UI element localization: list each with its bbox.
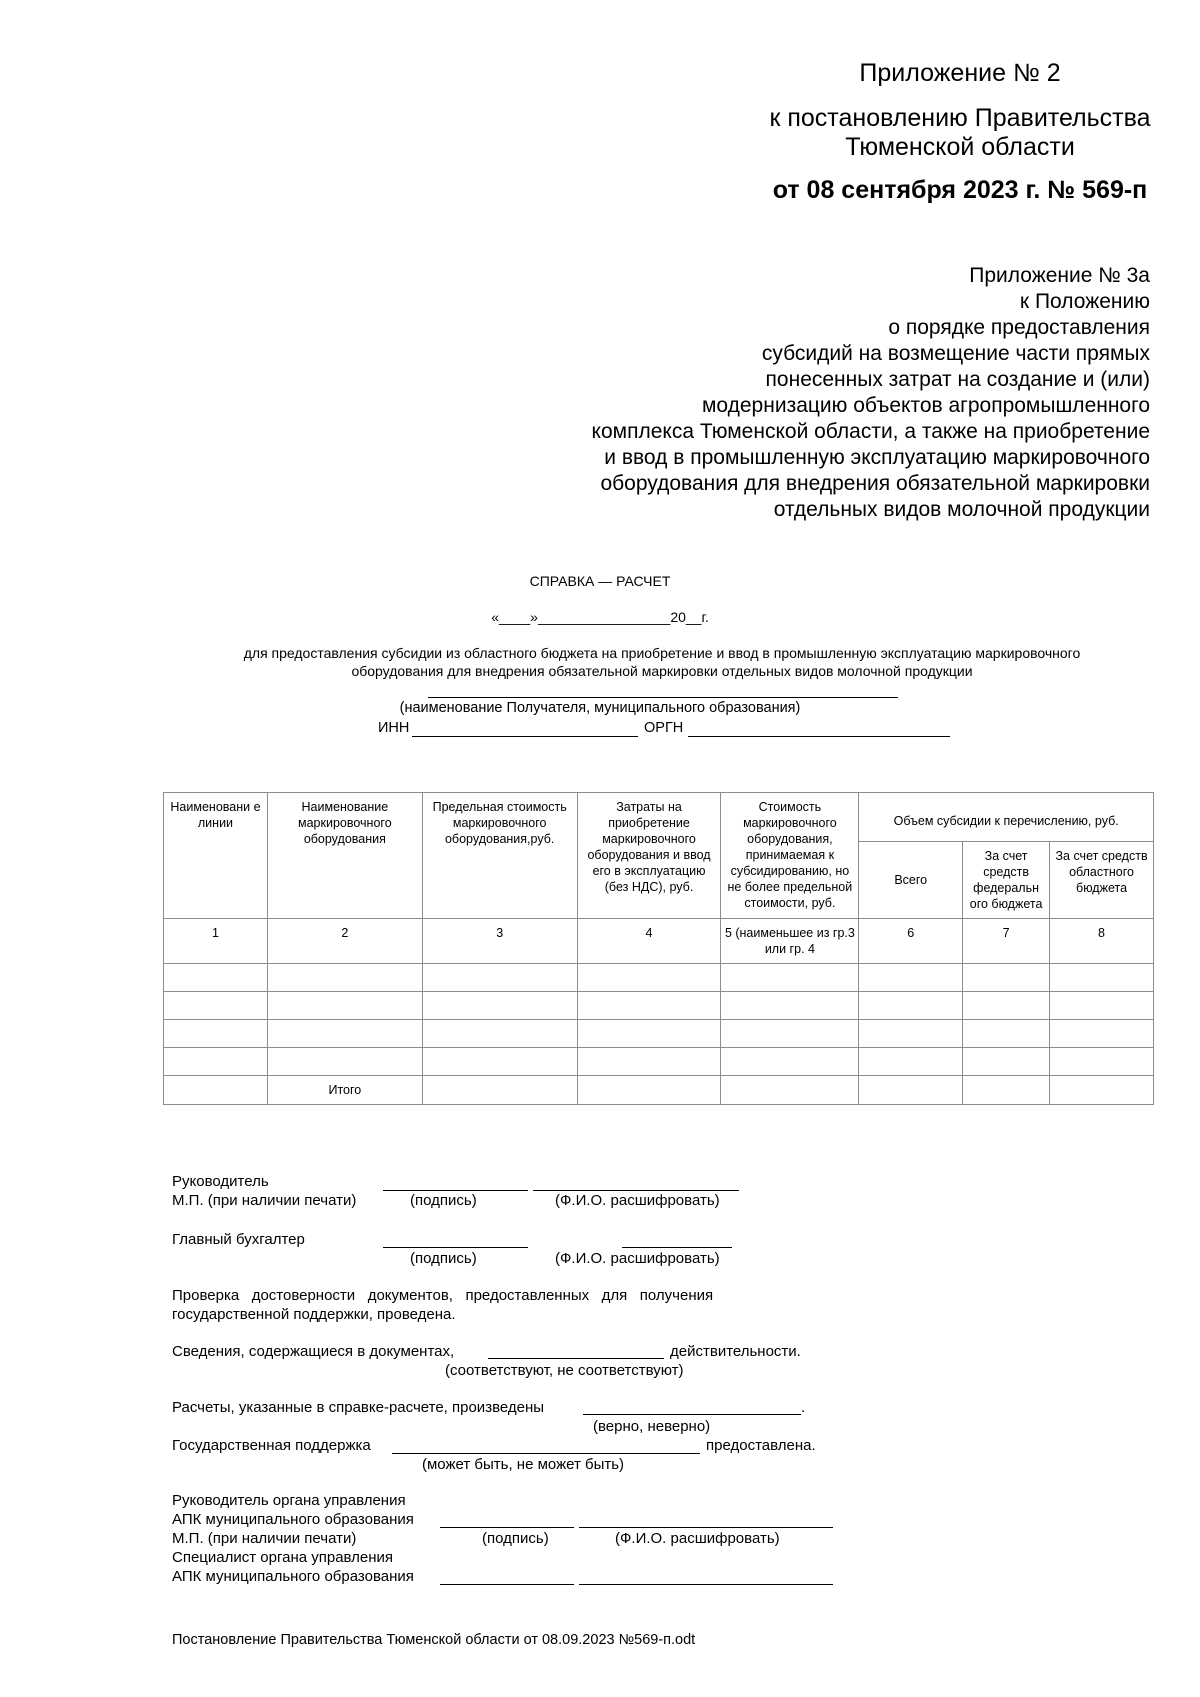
sub-header-line: комплекса Тюменской области, а также на приобретение — [591, 420, 1150, 443]
table-cell[interactable] — [267, 964, 422, 992]
head-label: Руководитель — [172, 1173, 269, 1190]
table-cell[interactable] — [721, 1076, 859, 1105]
table-cell[interactable] — [267, 1048, 422, 1076]
table-row — [164, 1048, 1154, 1076]
specialist-line-2: АПК муниципального образования — [172, 1568, 414, 1585]
info-caption: (соответствуют, не соответствуют) — [445, 1362, 684, 1379]
column-number: 5 (наименьшее из гр.3 или гр. 4 — [721, 919, 859, 964]
sub-header-line: понесенных затрат на создание и (или) — [765, 368, 1150, 391]
specialist-fio-line[interactable] — [579, 1584, 833, 1585]
sub-header-line: о порядке предоставления — [888, 316, 1150, 339]
header-line-name: Наименовани е линии — [164, 793, 268, 919]
table-cell[interactable] — [721, 1048, 859, 1076]
signature-caption: (подпись) — [482, 1530, 549, 1547]
table-numbers-row — [164, 919, 1154, 964]
specialist-line-1: Специалист органа управления — [172, 1549, 394, 1566]
form-title: СПРАВКА — РАСЧЕТ — [529, 573, 671, 589]
stamp-label: М.П. (при наличии печати) — [172, 1192, 357, 1209]
table-cell[interactable] — [963, 964, 1050, 992]
table-cell[interactable] — [422, 1020, 577, 1048]
header-subsidy-group: Объем субсидии к перечислению, руб. — [859, 793, 1154, 842]
support-suffix: предоставлена. — [706, 1437, 816, 1454]
table-cell[interactable] — [164, 1020, 268, 1048]
table-cell[interactable] — [859, 1076, 963, 1105]
table-cell[interactable] — [164, 1048, 268, 1076]
footer-text: Постановление Правительства Тюменской области от 08.09.2023 №569-п.odt — [172, 1632, 696, 1648]
support-caption: (может быть, не может быть) — [422, 1456, 625, 1473]
column-number: 6 — [859, 919, 963, 964]
table-cell[interactable] — [859, 992, 963, 1020]
inn-line[interactable] — [412, 736, 638, 737]
header-total: Всего — [859, 842, 963, 919]
ogrn-label: ОРГН — [644, 720, 684, 736]
table-cell[interactable] — [577, 1020, 721, 1048]
table-cell[interactable] — [963, 1048, 1050, 1076]
table-cell[interactable] — [422, 992, 577, 1020]
table-cell[interactable] — [164, 992, 268, 1020]
table-cell[interactable] — [422, 1076, 577, 1105]
table-row — [164, 1020, 1154, 1048]
table-cell[interactable] — [963, 1076, 1050, 1105]
table-cell[interactable] — [1050, 1020, 1154, 1048]
sub-header-block — [510, 263, 1150, 523]
table-cell[interactable] — [859, 1020, 963, 1048]
ogrn-line[interactable] — [688, 736, 950, 737]
check-line-2: государственной поддержки, проведена. — [172, 1306, 456, 1323]
accountant-label: Главный бухгалтер — [172, 1231, 305, 1248]
table-cell[interactable] — [1050, 964, 1154, 992]
purpose-line-2: оборудования для внедрения обязательной маркировки отдельных видов молочной продукции — [351, 663, 973, 679]
column-number: 1 — [164, 919, 268, 964]
specialist-signature-line[interactable] — [440, 1584, 574, 1585]
table-row — [164, 964, 1154, 992]
accountant-signature-line[interactable] — [383, 1247, 528, 1248]
table-cell[interactable] — [721, 992, 859, 1020]
resolution-line-1: к постановлению Правительства — [769, 104, 1151, 132]
column-number: 4 — [577, 919, 721, 964]
table-cell[interactable] — [859, 964, 963, 992]
table-cell[interactable] — [721, 1020, 859, 1048]
table-row — [164, 992, 1154, 1020]
header-accepted-cost: Стоимость маркировочного оборудования, принимаемая к субсидированию, но не более предельной стоимости, руб. — [721, 793, 859, 919]
check-line-1: Проверка достоверности документов, предоставленных для получения — [172, 1287, 714, 1304]
sub-header-line: оборудования для внедрения обязательной маркировки — [600, 472, 1150, 495]
resolution-line-2: Тюменской области — [845, 133, 1075, 161]
form-date-line: «____»_________________20__г. — [491, 609, 709, 625]
total-label: Итого — [267, 1076, 422, 1105]
calc-caption: (верно, неверно) — [593, 1418, 711, 1435]
table-cell[interactable] — [577, 1076, 721, 1105]
table-cell[interactable] — [1050, 1048, 1154, 1076]
org-head-fio-line[interactable] — [579, 1527, 833, 1528]
table-cell[interactable] — [422, 964, 577, 992]
table-cell[interactable] — [164, 964, 268, 992]
table-header-row — [164, 793, 1154, 842]
table-cell[interactable] — [577, 964, 721, 992]
table-cell[interactable] — [267, 992, 422, 1020]
column-number: 2 — [267, 919, 422, 964]
column-number: 3 — [422, 919, 577, 964]
info-blank-line[interactable] — [488, 1358, 664, 1359]
table-cell[interactable] — [1050, 1076, 1154, 1105]
header-equipment-name: Наименование маркировочного оборудования — [267, 793, 422, 919]
fio-caption: (Ф.И.О. расшифровать) — [555, 1192, 720, 1209]
accountant-fio-line[interactable] — [622, 1247, 732, 1248]
calc-prefix: Расчеты, указанные в справке-расчете, произведены — [172, 1399, 545, 1416]
appendix-title: Приложение № 2 — [859, 59, 1061, 87]
org-head-line-2: АПК муниципального образования — [172, 1511, 414, 1528]
support-prefix: Государственная поддержка — [172, 1437, 371, 1454]
org-stamp-label: М.П. (при наличии печати) — [172, 1530, 357, 1547]
header-expenses: Затраты на приобретение маркировочного оборудования и ввод его в эксплуатацию (без НДС), руб. — [577, 793, 721, 919]
calc-suffix: . — [801, 1399, 806, 1416]
fio-caption: (Ф.И.О. расшифровать) — [555, 1250, 720, 1267]
signature-caption: (подпись) — [410, 1192, 477, 1209]
sub-header-line: субсидий на возмещение части прямых — [761, 342, 1150, 365]
table-cell[interactable] — [721, 964, 859, 992]
column-number: 8 — [1050, 919, 1154, 964]
header-regional: За счет средств областного бюджета — [1050, 842, 1154, 919]
table-cell[interactable] — [963, 992, 1050, 1020]
fio-caption: (Ф.И.О. расшифровать) — [615, 1530, 780, 1547]
table-cell[interactable] — [1050, 992, 1154, 1020]
table-cell[interactable] — [422, 1048, 577, 1076]
table-cell[interactable] — [859, 1048, 963, 1076]
inn-label: ИНН — [378, 720, 410, 736]
sub-header-line: к Положению — [1019, 290, 1150, 313]
signature-caption: (подпись) — [410, 1250, 477, 1267]
sub-header-line: отдельных видов молочной продукции — [773, 498, 1150, 521]
column-number: 7 — [963, 919, 1050, 964]
table-total-row — [164, 1076, 1154, 1105]
sub-header-line: и ввод в промышленную эксплуатацию маркировочного — [604, 446, 1150, 469]
purpose-line-1: для предоставления субсидии из областного бюджета на приобретение и ввод в промышленную эксплуатацию маркировочного — [243, 645, 1081, 661]
header-max-cost: Предельная стоимость маркировочного оборудования,руб. — [422, 793, 577, 919]
org-head-signature-line[interactable] — [440, 1527, 574, 1528]
resolution-date-number: от 08 сентября 2023 г. № 569-п — [772, 176, 1148, 204]
info-suffix: действительности. — [670, 1343, 801, 1360]
table-cell[interactable] — [577, 1048, 721, 1076]
subsidy-table — [163, 792, 1154, 1105]
header-federal: За счет средств федеральн ого бюджета — [963, 842, 1050, 919]
sub-header-line: модернизацию объектов агропромышленного — [701, 394, 1150, 417]
recipient-name-line[interactable] — [428, 697, 898, 698]
table-cell[interactable] — [577, 992, 721, 1020]
sub-header-line: Приложение № 3а — [969, 264, 1150, 287]
info-prefix: Сведения, содержащиеся в документах, — [172, 1343, 455, 1360]
support-blank-line[interactable] — [392, 1453, 700, 1454]
form-purpose — [172, 644, 1152, 680]
table-cell[interactable] — [963, 1020, 1050, 1048]
calc-blank-line[interactable] — [583, 1414, 801, 1415]
table-cell[interactable] — [164, 1076, 268, 1105]
recipient-caption: (наименование Получателя, муниципального образования) — [399, 700, 801, 716]
org-head-line-1: Руководитель органа управления — [172, 1492, 406, 1509]
table-cell[interactable] — [267, 1020, 422, 1048]
